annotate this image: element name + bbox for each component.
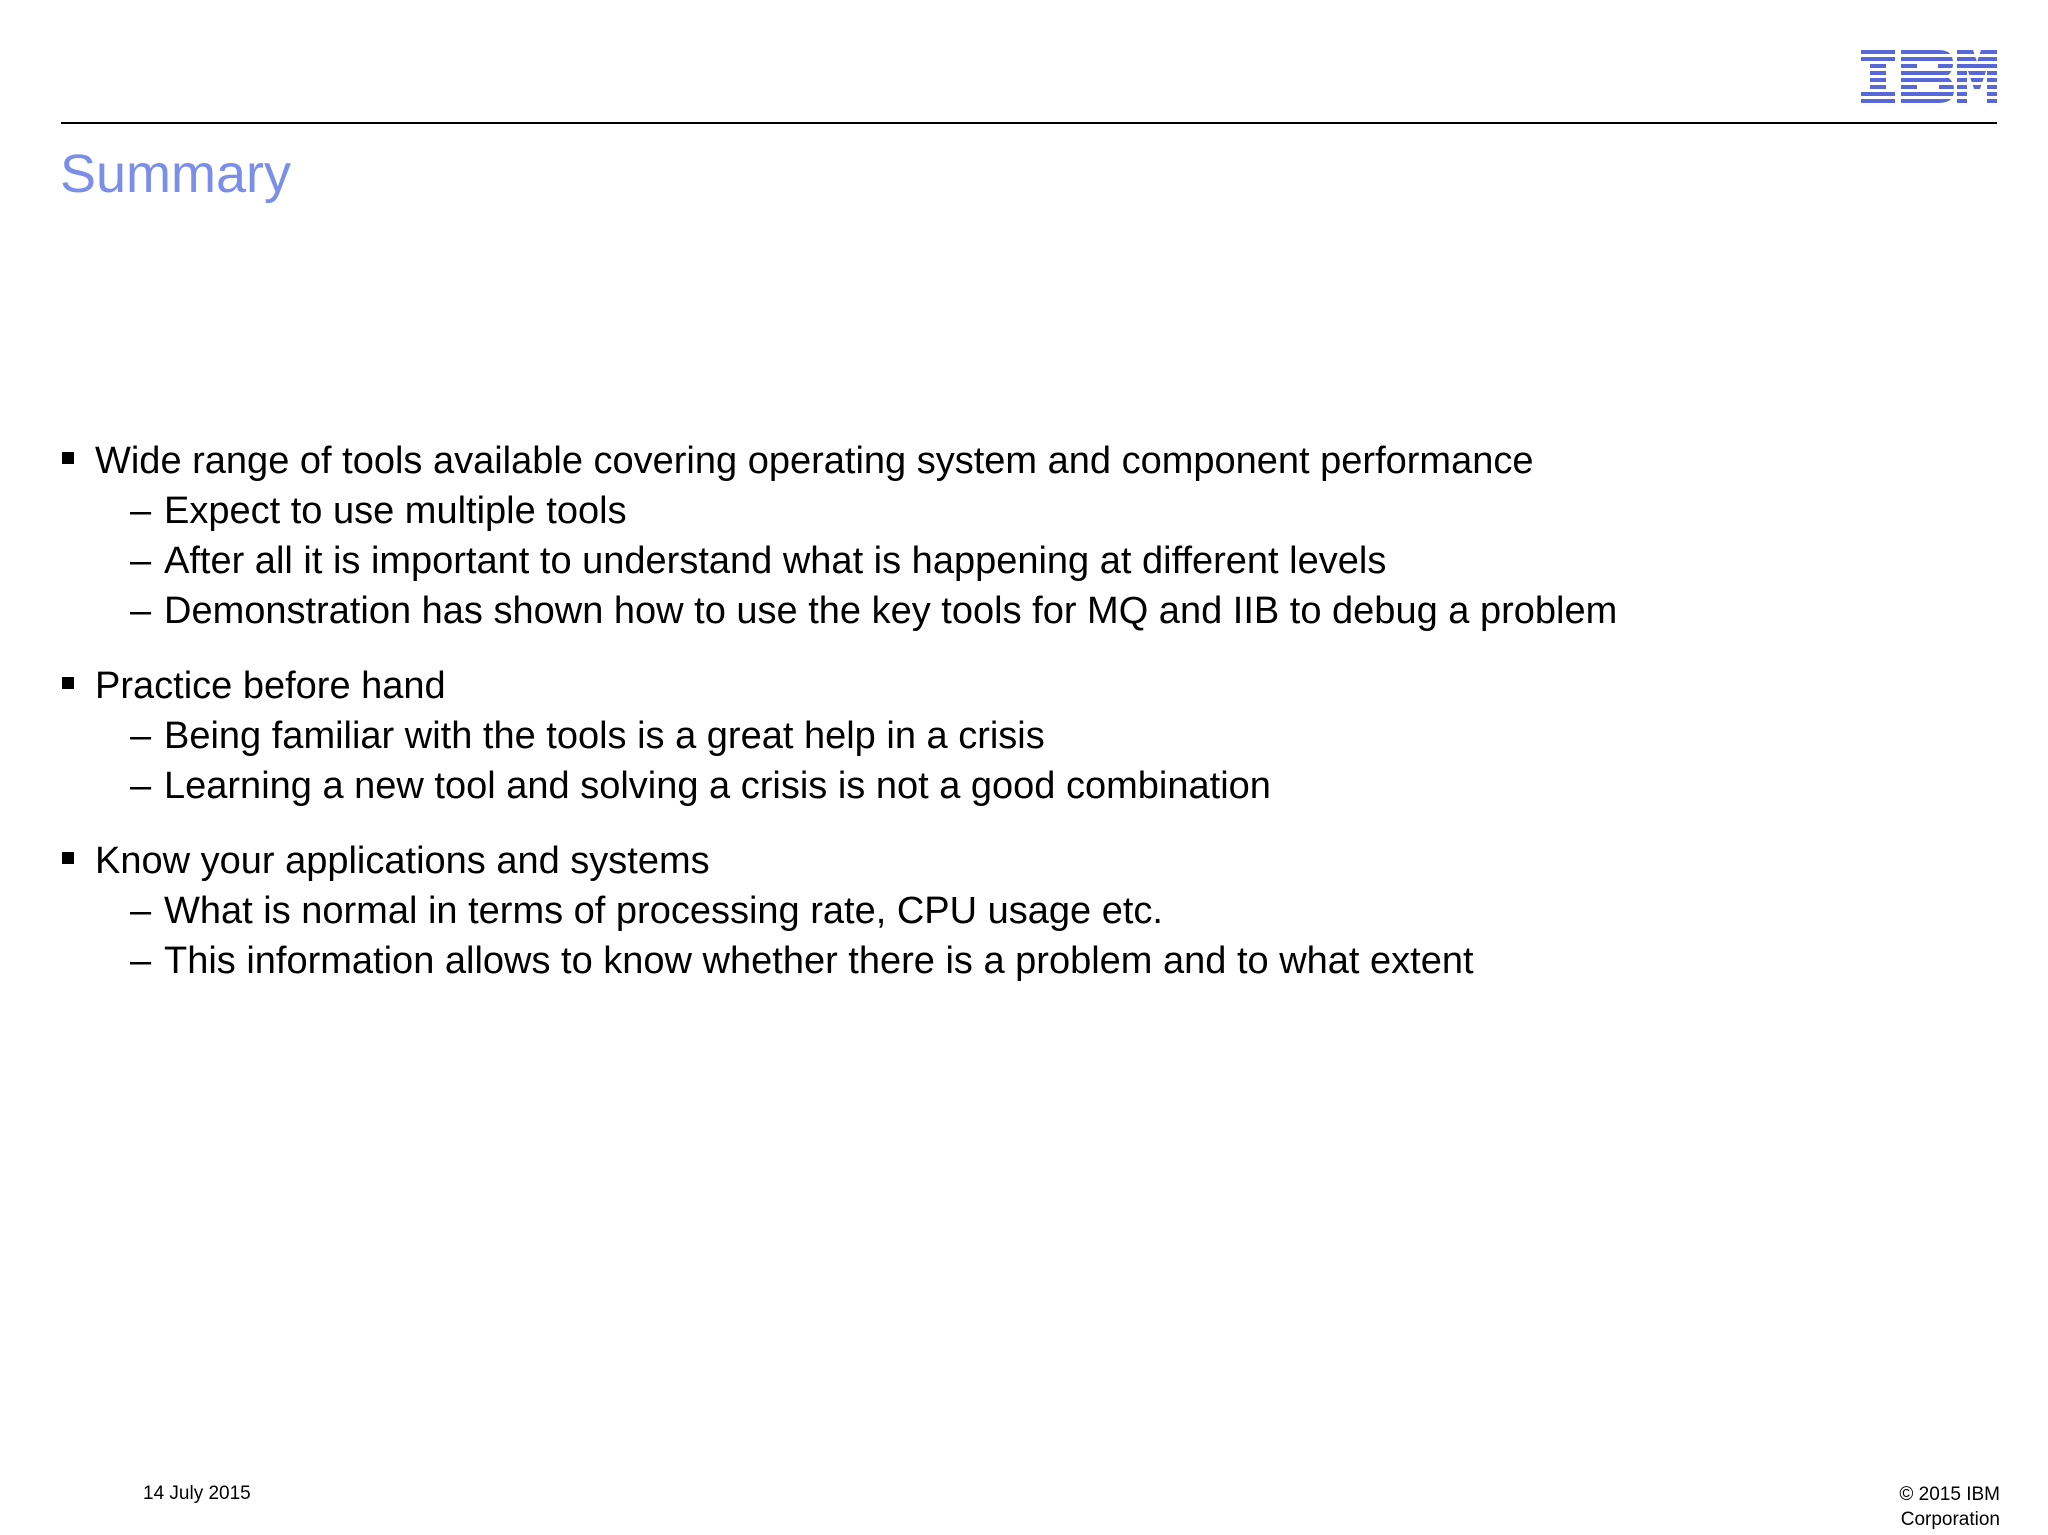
copyright-line: © 2015 IBM: [1899, 1484, 2000, 1505]
dash-icon: –: [130, 590, 152, 632]
ibm-logo: [1861, 50, 1997, 106]
sub-bullet-item: [60, 761, 1960, 811]
header-rule: [61, 122, 1997, 124]
footer-date: 14 July 2015: [143, 1483, 251, 1504]
sub-bullet-item: [60, 886, 1960, 936]
sub-bullet-text: Being familiar with the tools is a great help in a crisis: [164, 715, 1045, 757]
square-bullet-icon: [62, 677, 74, 689]
sub-bullet-item: [60, 936, 1960, 986]
dash-icon: –: [130, 765, 152, 807]
footer-copyright: [1899, 1482, 2000, 1532]
slide-title: Summary: [60, 144, 292, 204]
sub-bullet-item: [60, 586, 1960, 636]
dash-icon: –: [130, 715, 152, 757]
bullet-text: Practice before hand: [95, 665, 446, 707]
bullet-section: [60, 836, 1960, 986]
sub-bullet-item: [60, 536, 1960, 586]
bullet-item: [60, 436, 1960, 486]
bullet-item: [60, 836, 1960, 886]
sub-bullet-text: What is normal in terms of processing rate, CPU usage etc.: [164, 890, 1163, 932]
square-bullet-icon: [62, 452, 74, 464]
square-bullet-icon: [62, 852, 74, 864]
sub-bullet-item: [60, 486, 1960, 536]
bullet-text: Wide range of tools available covering operating system and component performance: [95, 440, 1534, 482]
bullet-section: [60, 661, 1960, 811]
sub-bullet-text: After all it is important to understand what is happening at different levels: [164, 540, 1387, 582]
dash-icon: –: [130, 890, 152, 932]
copyright-line: Corporation: [1900, 1509, 2000, 1530]
sub-bullet-text: Demonstration has shown how to use the key tools for MQ and IIB to debug a problem: [164, 590, 1618, 632]
sub-bullet-text: Learning a new tool and solving a crisis is not a good combination: [164, 765, 1271, 807]
dash-icon: –: [130, 540, 152, 582]
bullet-text: Know your applications and systems: [95, 840, 710, 882]
sub-bullet-text: Expect to use multiple tools: [164, 490, 627, 532]
bullet-section: [60, 436, 1960, 636]
dash-icon: –: [130, 490, 152, 532]
slide-body: [60, 436, 1960, 1011]
sub-bullet-item: [60, 711, 1960, 761]
sub-bullet-text: This information allows to know whether there is a problem and to what extent: [164, 940, 1474, 982]
dash-icon: –: [130, 940, 152, 982]
bullet-item: [60, 661, 1960, 711]
